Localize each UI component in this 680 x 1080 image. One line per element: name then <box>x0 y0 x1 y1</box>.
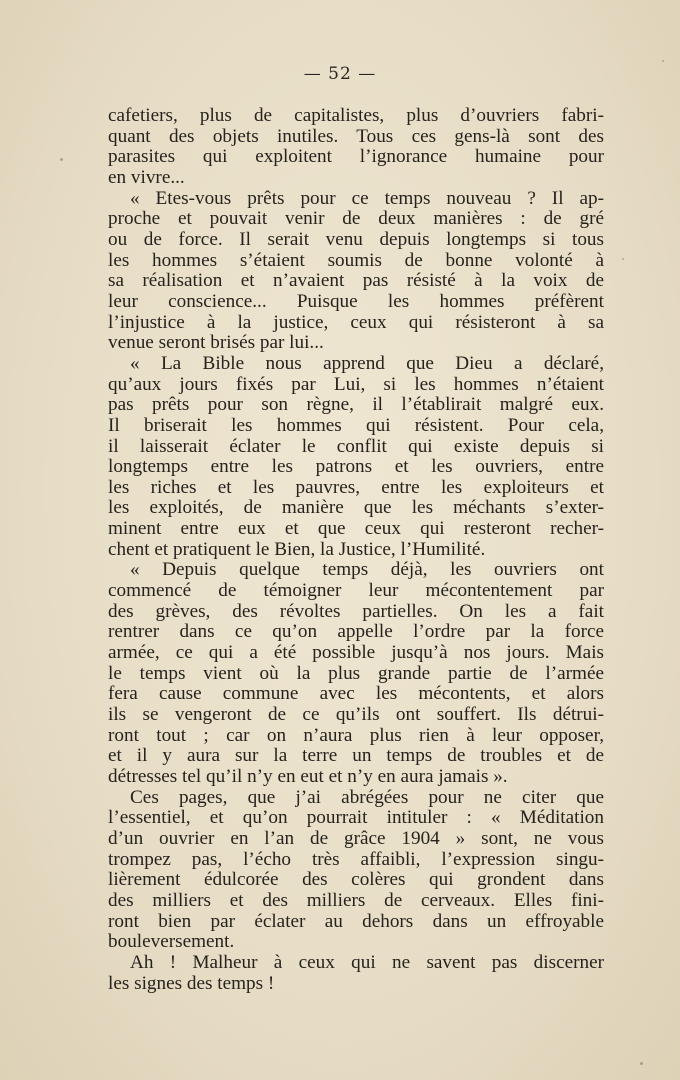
text-line: bouleversement. <box>108 931 235 953</box>
paper-speck <box>640 1062 643 1065</box>
text-line: armée, ce qui a été possible jusqu’à nos jours. Mais <box>108 642 604 664</box>
text-line: ront tout ; car on n’aura plus rien à leur opposer, <box>108 724 604 746</box>
body-text <box>108 106 604 994</box>
text-line: trompez pas, l’écho très affaibli, l’expression singu- <box>108 848 604 870</box>
text-line: l’injustice à la justice, ceux qui résisteront à sa <box>108 311 604 333</box>
text-line: « Etes-vous prêts pour ce temps nouveau ? Il ap- <box>130 187 604 209</box>
text-line: minent entre eux et que ceux qui resteront recher- <box>108 518 604 540</box>
text-line: lièrement édulcorée des colères qui grondent dans <box>108 869 604 891</box>
text-line: des milliers et des milliers de cerveaux. Elles fini- <box>108 889 604 911</box>
text-line: fera cause commune avec les mécontents, et alors <box>108 683 604 705</box>
text-line: ils se vengeront de ce qu’ils ont souffert. Ils détrui- <box>108 704 604 726</box>
text-line: les hommes s’étaient soumis de bonne volonté à <box>108 249 604 271</box>
text-line: le temps vient où la plus grande partie de l’armée <box>108 662 604 684</box>
text-line: il laisserait éclater le conflit qui existe depuis si <box>108 435 604 457</box>
text-line: venue seront brisés par lui... <box>108 332 324 354</box>
text-line: commencé de témoigner leur mécontentement par <box>108 580 604 602</box>
text-line: sa réalisation et n’avaient pas résisté à la voix de <box>108 270 604 292</box>
paper-speck <box>60 158 63 161</box>
text-line: des grèves, des révoltes partielles. On les a fait <box>108 600 604 622</box>
text-line: quant des objets inutiles. Tous ces gens-là sont des <box>108 125 604 147</box>
paper-speck <box>662 60 664 62</box>
text-line: Ah ! Malheur à ceux qui ne savent pas discerner <box>130 951 604 973</box>
text-line: ou de force. Il serait venu depuis longtemps si tous <box>108 228 604 250</box>
text-line: qu’aux jours fixés par Lui, si les hommes n’étaient <box>108 373 604 395</box>
text-line: les exploités, de manière que les méchants s’exter- <box>108 497 604 519</box>
text-line: proche et pouvait venir de deux manières : de gré <box>108 208 604 230</box>
text-line: « La Bible nous apprend que Dieu a déclaré, <box>130 352 604 374</box>
text-line: longtemps entre les patrons et les ouvriers, entre <box>108 456 604 478</box>
text-line: Il briserait les hommes qui résistent. Pour cela, <box>108 414 604 436</box>
text-line: « Depuis quelque temps déjà, les ouvriers ont <box>130 559 604 581</box>
text-line: parasites qui exploitent l’ignorance humaine pour <box>108 146 604 168</box>
text-line: rentrer dans ce qu’on appelle l’ordre par la force <box>108 621 604 643</box>
text-line: leur conscience... Puisque les hommes préfèrent <box>108 290 604 312</box>
text-line: chent et pratiquent le Bien, la Justice, l’Humilité. <box>108 538 486 560</box>
text-line: et il y aura sur la terre un temps de troubles et de <box>108 745 604 767</box>
paper-speck <box>622 258 624 260</box>
text-line: pas prêts pour son règne, il l’établirait malgré eux. <box>108 394 604 416</box>
text-line: cafetiers, plus de capitalistes, plus d’ouvriers fabri- <box>108 105 604 126</box>
text-line: l’essentiel, et qu’on pourrait intituler : « Méditation <box>108 807 604 829</box>
page-number: — 52 — <box>303 64 377 84</box>
text-line: les signes des temps ! <box>108 972 275 994</box>
text-line: ront bien par éclater au dehors dans un effroyable <box>108 910 604 932</box>
text-line: d’un ouvrier en l’an de grâce 1904 » sont, ne vous <box>108 827 604 849</box>
text-line: Ces pages, que j’ai abrégées pour ne citer que <box>130 786 604 808</box>
text-line: les riches et les pauvres, entre les exploiteurs et <box>108 476 604 498</box>
text-line: en vivre... <box>108 166 185 188</box>
text-line: détresses tel qu’il n’y en eut et n’y en aura jamais ». <box>108 766 508 787</box>
